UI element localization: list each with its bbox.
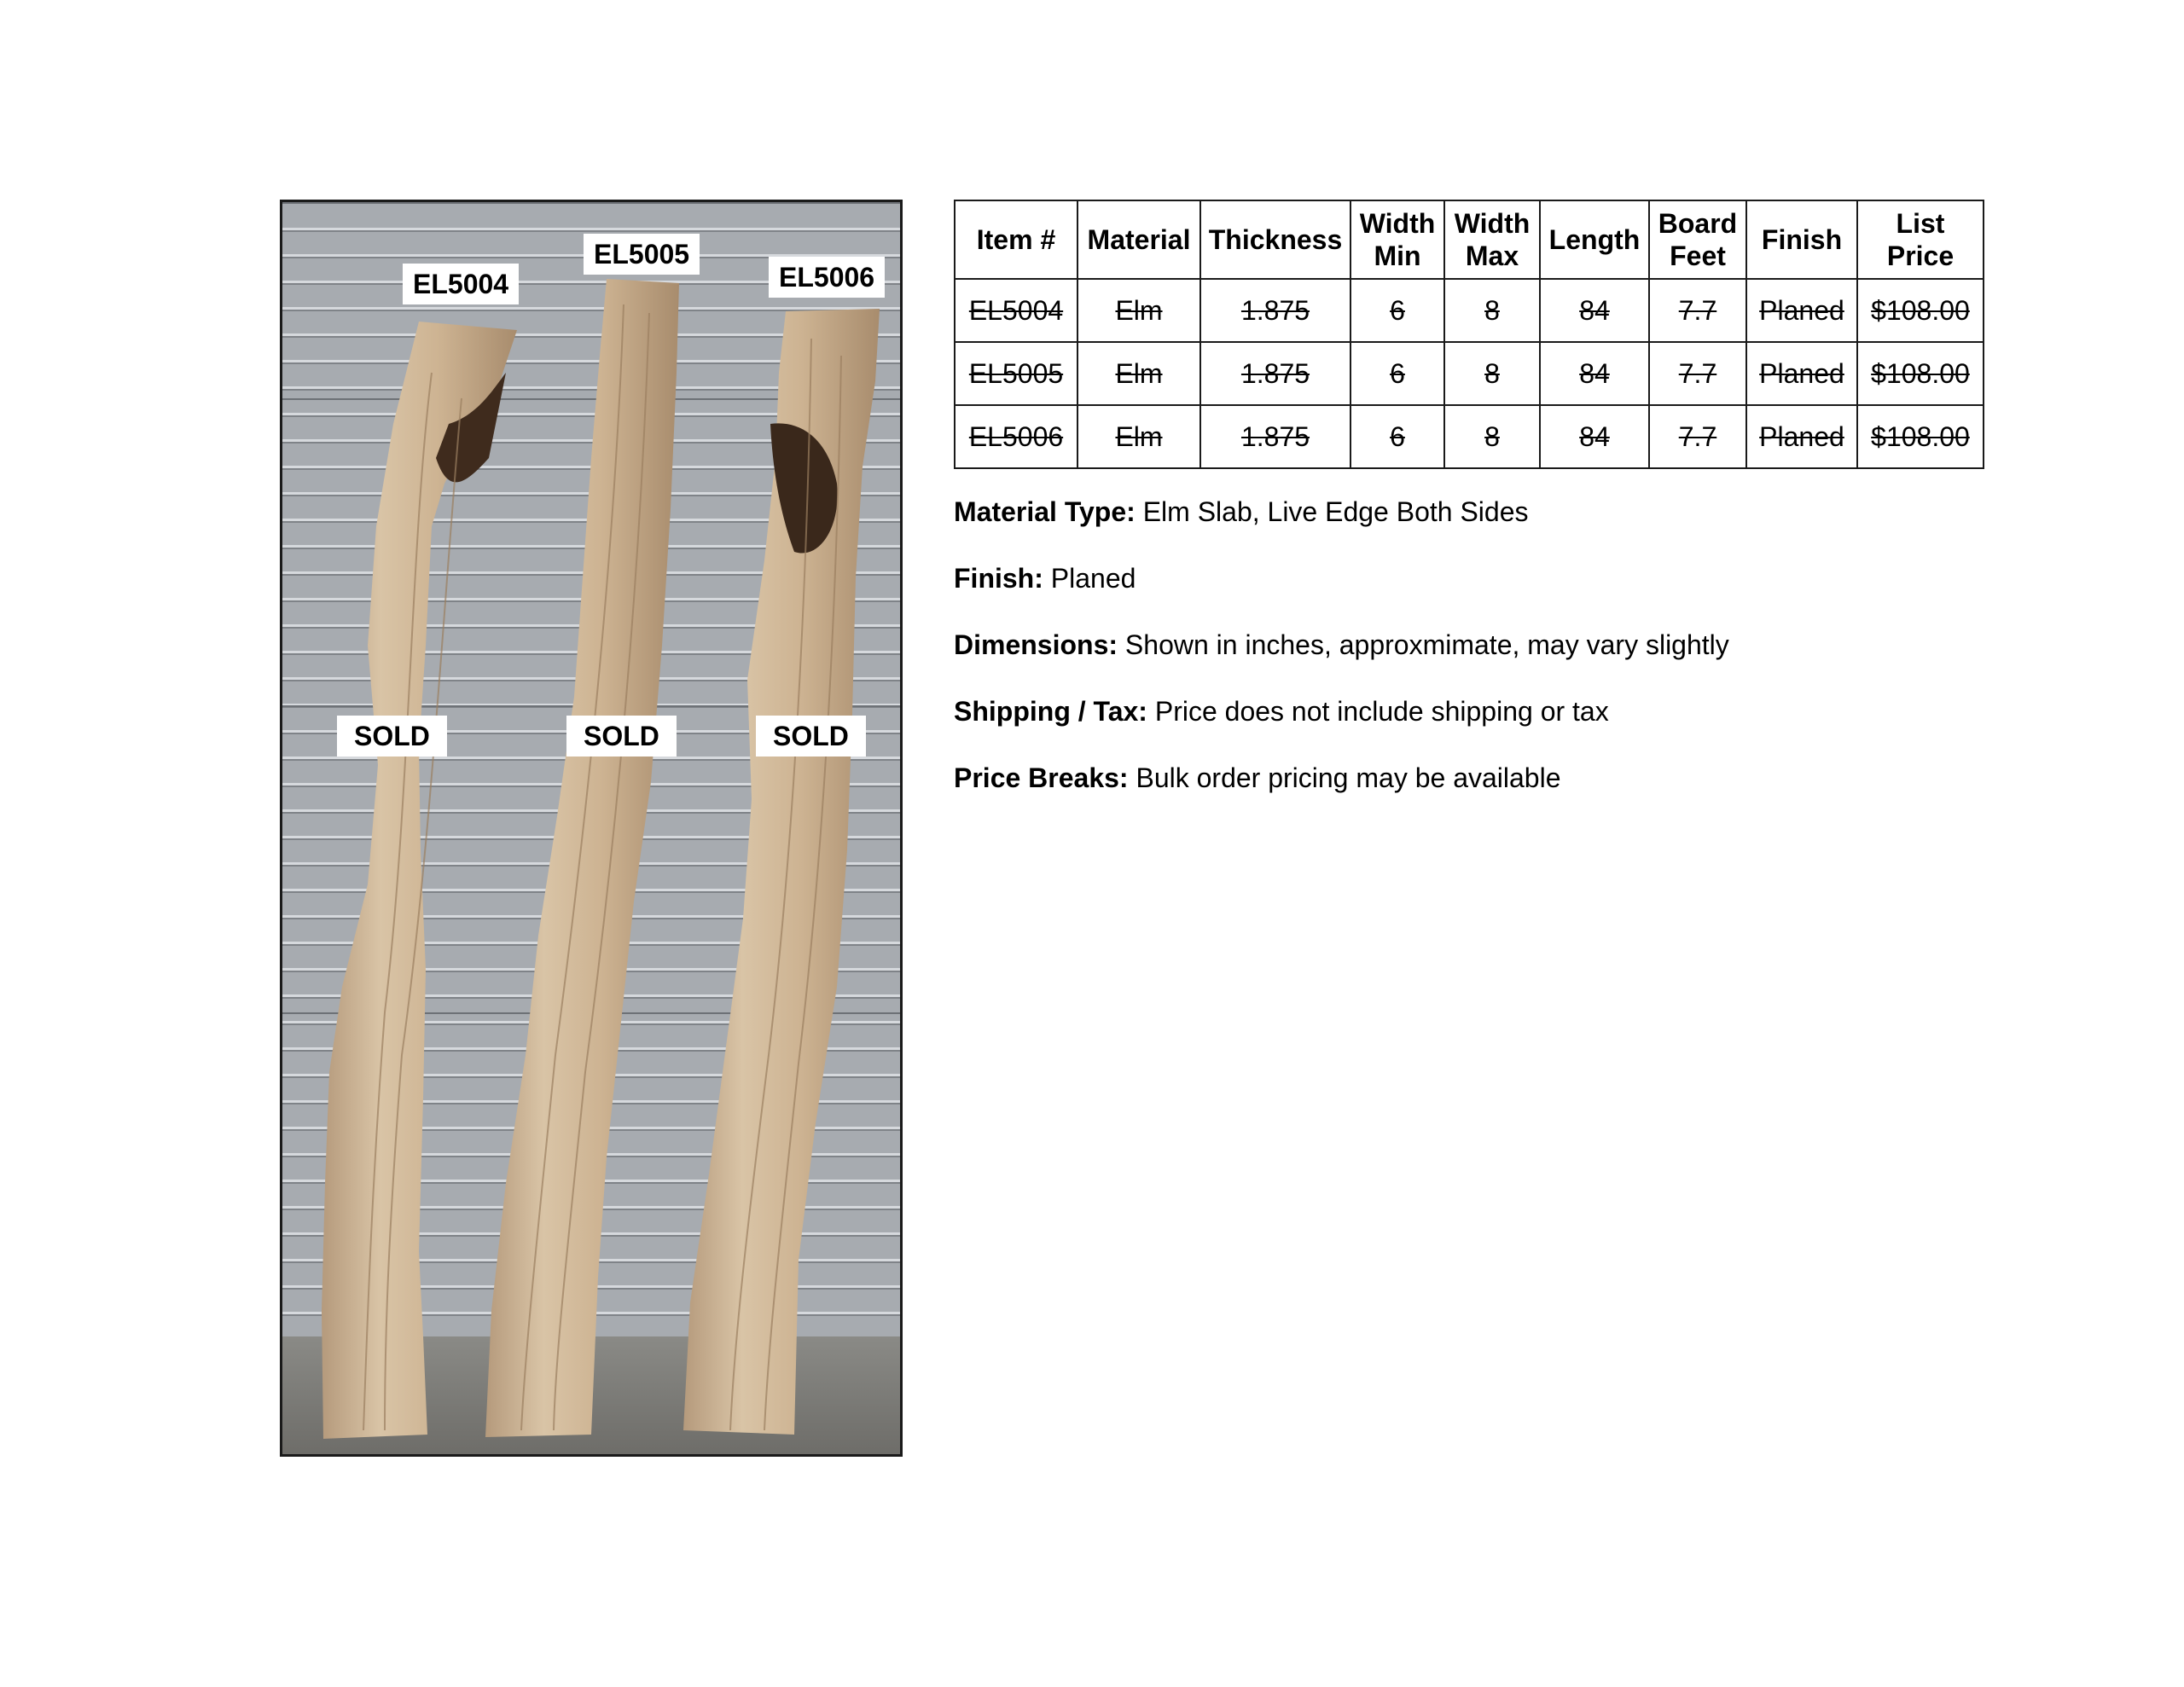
- cell-item: EL5006: [955, 405, 1077, 468]
- detail-label: Dimensions:: [954, 629, 1118, 660]
- table-row: [955, 279, 1984, 342]
- inventory-table: [954, 200, 1984, 469]
- cell-finish: Planed: [1746, 405, 1857, 468]
- detail-value: Bulk order pricing may be available: [1136, 762, 1561, 793]
- header-board-feet: Board Feet: [1649, 200, 1746, 279]
- cell-thickness: 1.875: [1200, 279, 1350, 342]
- cell-thickness: 1.875: [1200, 405, 1350, 468]
- detail-value: Price does not include shipping or tax: [1154, 696, 1609, 727]
- detail-value: Planed: [1050, 563, 1136, 594]
- header-item: Item #: [955, 200, 1077, 279]
- detail-dimensions: [954, 629, 1978, 660]
- cell-length: 84: [1540, 279, 1649, 342]
- cell-list-price: $108.00: [1857, 405, 1984, 468]
- cell-board-feet: 7.7: [1649, 342, 1746, 405]
- slab-tag-el5006: EL5006: [769, 257, 885, 298]
- header-list-price: List Price: [1857, 200, 1984, 279]
- slabs-illustration: [282, 202, 900, 1454]
- detail-label: Price Breaks:: [954, 762, 1129, 793]
- cell-board-feet: 7.7: [1649, 279, 1746, 342]
- sold-badge-el5005: SOLD: [566, 716, 677, 757]
- cell-list-price: $108.00: [1857, 342, 1984, 405]
- detail-label: Shipping / Tax:: [954, 696, 1147, 727]
- cell-item: EL5005: [955, 342, 1077, 405]
- cell-length: 84: [1540, 342, 1649, 405]
- cell-material: Elm: [1077, 405, 1200, 468]
- product-photo: [280, 200, 903, 1457]
- header-width-max: Width Max: [1444, 200, 1540, 279]
- cell-material: Elm: [1077, 279, 1200, 342]
- detail-value: Elm Slab, Live Edge Both Sides: [1142, 496, 1529, 527]
- product-details: [954, 496, 1978, 829]
- table-row: [955, 342, 1984, 405]
- cell-item: EL5004: [955, 279, 1077, 342]
- cell-finish: Planed: [1746, 279, 1857, 342]
- siding-shadow: [282, 230, 900, 232]
- header-finish: Finish: [1746, 200, 1857, 279]
- detail-value: Shown in inches, approxmimate, may vary slightly: [1124, 629, 1729, 660]
- table-row: [955, 405, 1984, 468]
- cell-width-min: 6: [1350, 405, 1444, 468]
- detail-price-breaks: [954, 762, 1978, 793]
- cell-width-max: 8: [1444, 342, 1540, 405]
- detail-shipping-tax: [954, 696, 1978, 727]
- slab-tag-el5004: EL5004: [403, 264, 519, 304]
- cell-width-min: 6: [1350, 279, 1444, 342]
- detail-label: Material Type:: [954, 496, 1136, 527]
- header-thickness: Thickness: [1200, 200, 1350, 279]
- cell-length: 84: [1540, 405, 1649, 468]
- cell-thickness: 1.875: [1200, 342, 1350, 405]
- header-material: Material: [1077, 200, 1200, 279]
- table-header-row: [955, 200, 1984, 279]
- cell-list-price: $108.00: [1857, 279, 1984, 342]
- detail-material-type: [954, 496, 1978, 527]
- cell-width-max: 8: [1444, 279, 1540, 342]
- detail-label: Finish:: [954, 563, 1043, 594]
- cell-material: Elm: [1077, 342, 1200, 405]
- cell-width-max: 8: [1444, 405, 1540, 468]
- detail-finish: [954, 563, 1978, 594]
- cell-finish: Planed: [1746, 342, 1857, 405]
- cell-width-min: 6: [1350, 342, 1444, 405]
- header-width-min: Width Min: [1350, 200, 1444, 279]
- slab-tag-el5005: EL5005: [584, 234, 700, 275]
- header-length: Length: [1540, 200, 1649, 279]
- sold-badge-el5006: SOLD: [756, 716, 866, 757]
- sold-badge-el5004: SOLD: [337, 716, 447, 757]
- siding-highlight: [282, 228, 900, 230]
- siding-highlight: [282, 307, 900, 310]
- siding-seam: [282, 202, 900, 204]
- cell-board-feet: 7.7: [1649, 405, 1746, 468]
